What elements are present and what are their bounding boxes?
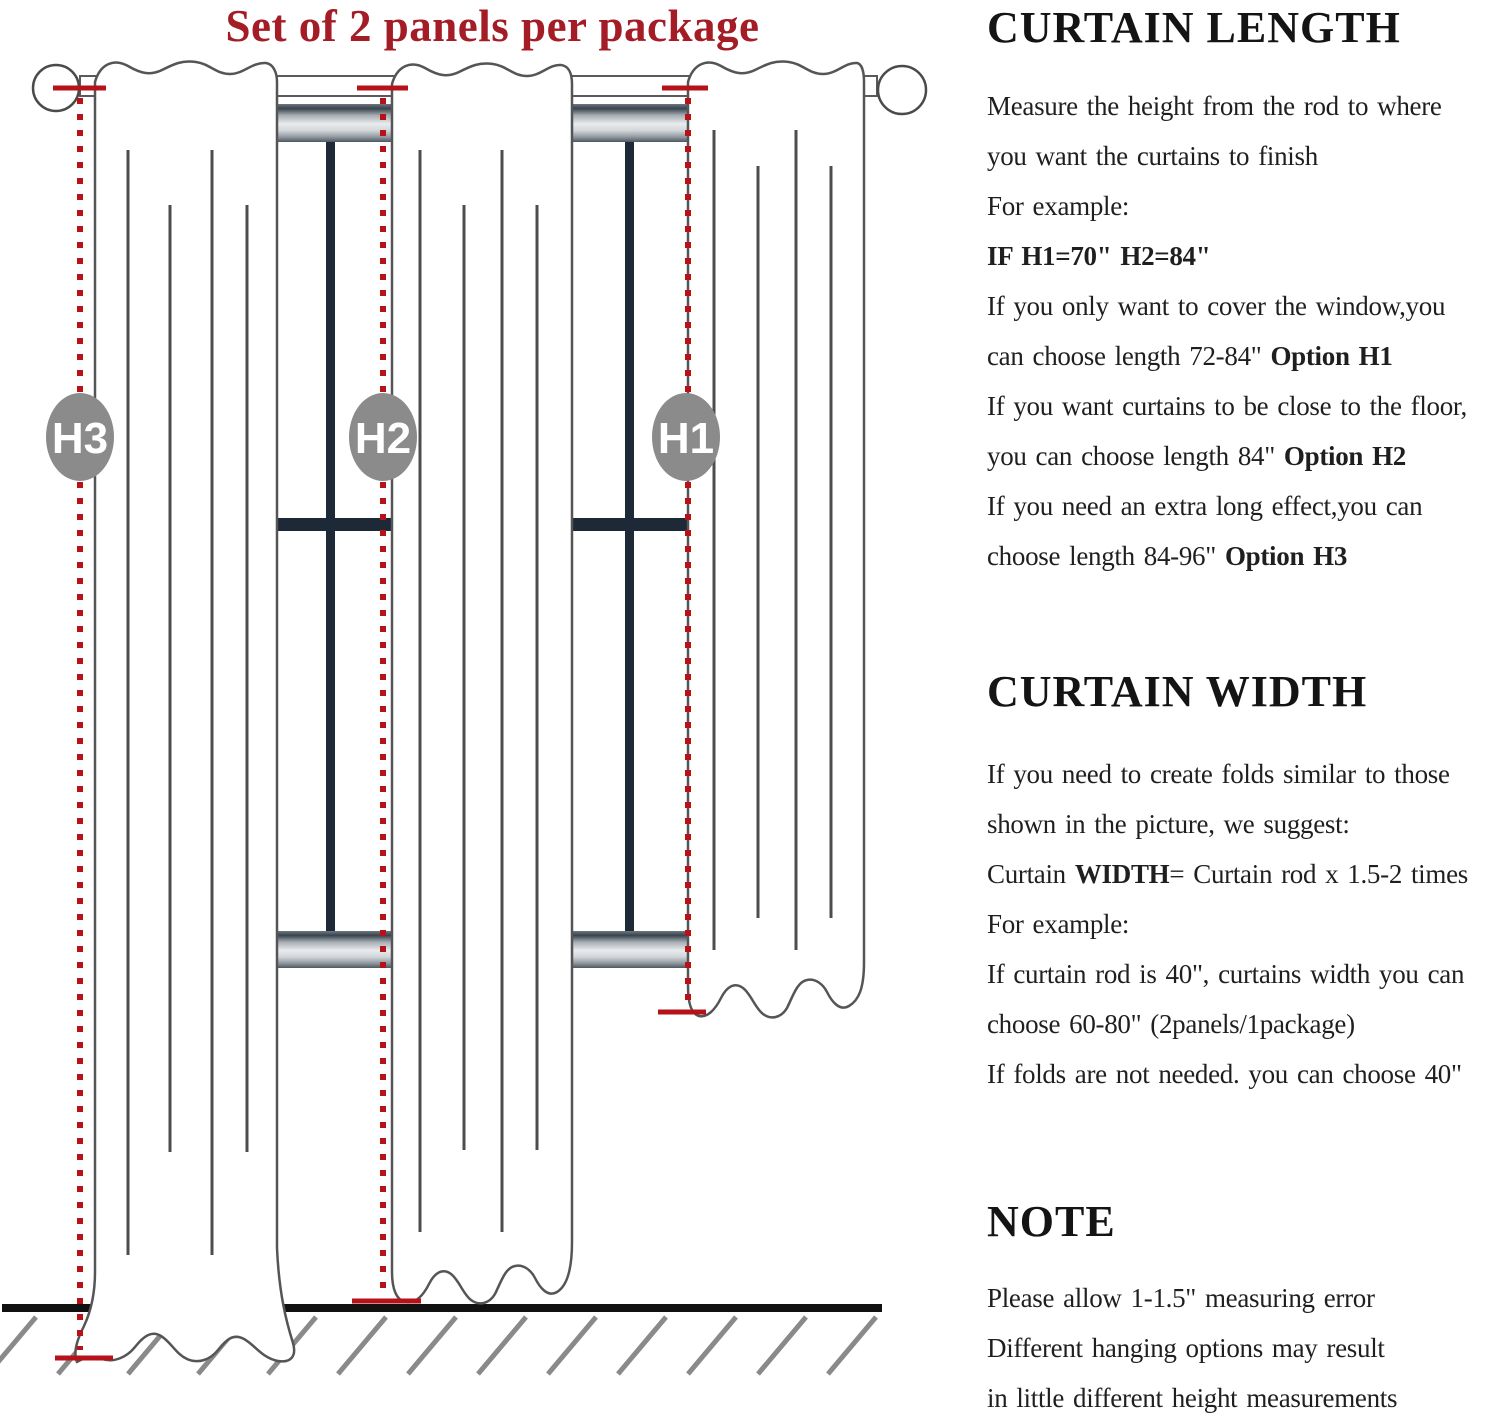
text-line: shown in the picture, we suggest: (987, 809, 1350, 839)
section-curtain-length (987, 2, 1500, 581)
text-line: If you need to create folds similar to those (987, 759, 1450, 789)
section-body (987, 1273, 1500, 1413)
text-line: Curtain WIDTH= Curtain rod x 1.5-2 times (987, 859, 1468, 889)
curtain-h3-outline (75, 61, 294, 1362)
h1-badge-label: H1 (657, 414, 715, 463)
text-line: you want the curtains to finish (987, 141, 1318, 171)
h3-badge-label: H3 (51, 414, 109, 463)
section-curtain-width (987, 666, 1500, 1099)
text-line: in little different height measurements (987, 1383, 1398, 1413)
text-line: IF H1=70" H2=84" (987, 241, 1211, 271)
text-line: For example: (987, 191, 1130, 221)
text-line: If you want curtains to be close to the floor, (987, 391, 1467, 421)
diagram-title: Set of 2 panels per package (225, 1, 760, 51)
rod-finial-right-icon (878, 66, 926, 114)
section-note (987, 1196, 1500, 1413)
text-line: Different hanging options may result (987, 1333, 1385, 1363)
text-line: Measure the height from the rod to where (987, 91, 1442, 121)
section-heading: NOTE (987, 1197, 1116, 1246)
text-line: can choose length 72-84" Option H1 (987, 341, 1393, 371)
section-body (987, 81, 1500, 581)
text-line: If folds are not needed. you can choose 40" (987, 1059, 1462, 1089)
curtain-panel-h3 (75, 61, 294, 1362)
section-heading: CURTAIN LENGTH (987, 3, 1401, 52)
window-mullion-right (625, 142, 634, 931)
text-line: choose length 84-96" Option H3 (987, 541, 1348, 571)
text-line: choose 60-80" (2panels/1package) (987, 1009, 1355, 1039)
text-line: If you need an extra long effect,you can (987, 491, 1423, 521)
text-line: Please allow 1-1.5" measuring error (987, 1283, 1375, 1313)
section-body (987, 749, 1500, 1099)
curtain-panel-h2 (392, 63, 572, 1303)
text-line: If curtain rod is 40", curtains width you can (987, 959, 1465, 989)
section-heading: CURTAIN WIDTH (987, 667, 1368, 716)
text-line: If you only want to cover the window,you (987, 291, 1446, 321)
h2-badge-label: H2 (354, 414, 412, 463)
curtain-panel-h1 (688, 61, 864, 1017)
text-line: For example: (987, 909, 1130, 939)
text-line: you can choose length 84" Option H2 (987, 441, 1406, 471)
window-mullion-left (326, 142, 335, 931)
